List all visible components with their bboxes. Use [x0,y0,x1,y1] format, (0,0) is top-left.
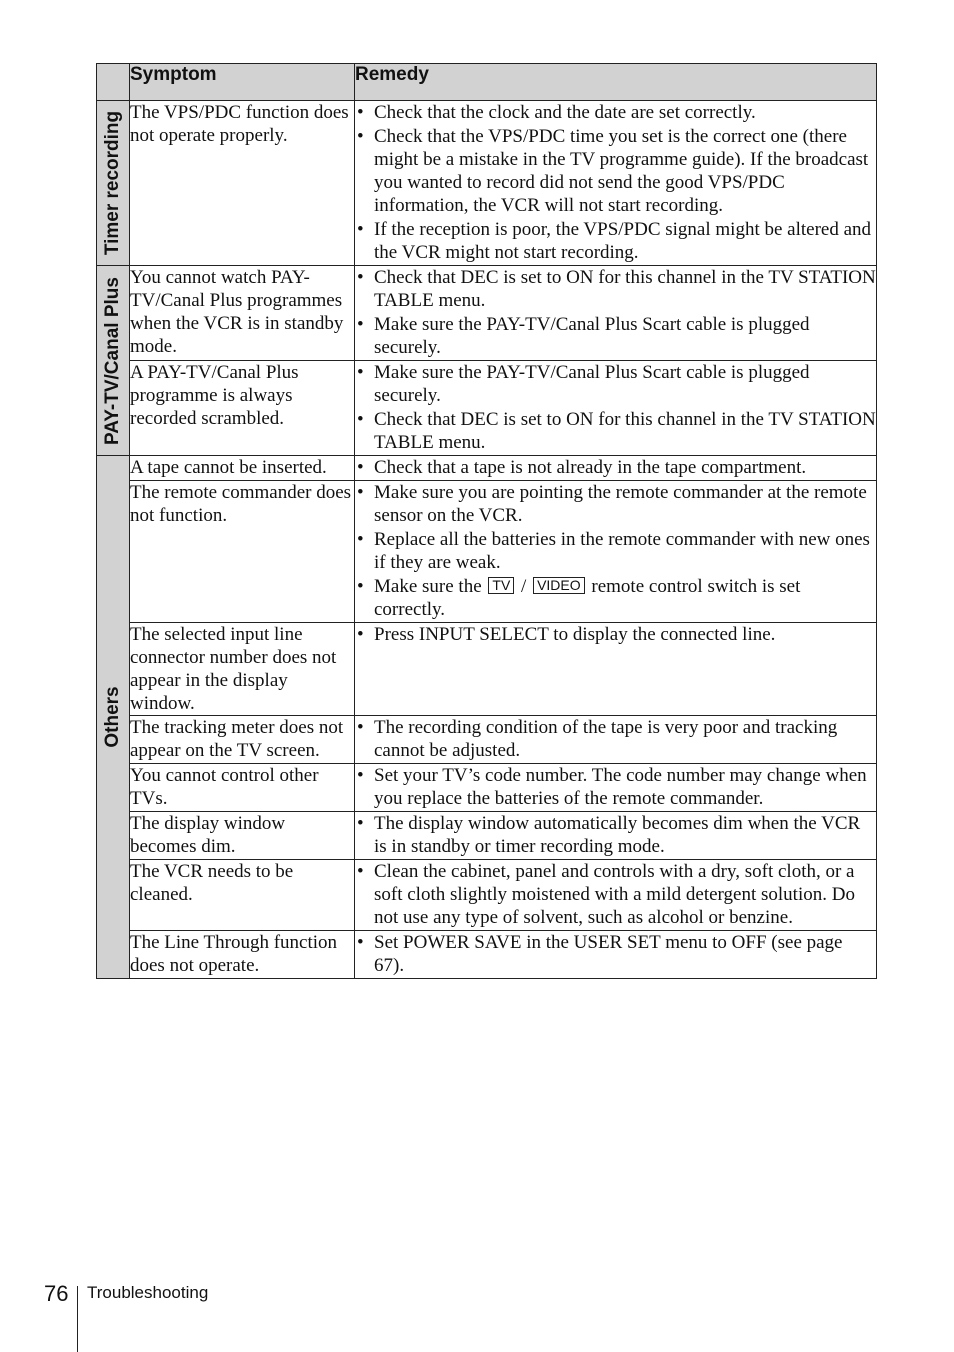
category-cell [97,456,130,979]
symptom-cell: You cannot control other TVs. [130,764,355,812]
symptom-cell: The tracking meter does not appear on the TV screen. [130,716,355,764]
remedy-item [355,361,876,407]
remedy-item [355,528,876,574]
symptom-cell: A tape cannot be inserted. [130,456,355,481]
remedy-text: Check that DEC is set to ON for this channel in the TV STATION TABLE menu. [374,267,876,311]
remedy-text: Check that a tape is not already in the tape compartment. [374,457,807,478]
remedy-list [355,361,876,454]
remedy-cell [355,266,877,361]
remedy-cell [355,361,877,456]
category-label: Others [102,686,123,748]
table-row [97,361,877,456]
bullet-icon: • [357,624,364,645]
remedy-text: Clean the cabinet, panel and controls with a dry, soft cloth, or a soft cloth slightly moistened with a mild detergent solution. Do not use any type of solvent, such as alcohol or benzine. [374,861,855,928]
symptom-cell: A PAY-TV/Canal Plus programme is always recorded scrambled. [130,361,355,456]
bullet-icon: • [357,102,364,123]
remedy-list [355,481,876,621]
header-category-blank [97,64,130,101]
section-title: Troubleshooting [87,1283,209,1302]
bullet-icon: • [357,219,364,240]
symptom-cell: The Line Through function does not operate. [130,931,355,979]
remedy-item [355,408,876,454]
symptom-cell: The selected input line connector number does not appear in the display window. [130,623,355,716]
table-row [97,623,877,716]
remedy-list [355,764,876,810]
remedy-list [355,266,876,359]
remedy-text: Make sure the PAY-TV/Canal Plus Scart cable is plugged securely. [374,314,810,358]
symptom-cell: You cannot watch PAY-TV/Canal Plus programmes when the VCR is in standby mode. [130,266,355,361]
remedy-text: Check that the VPS/PDC time you set is the correct one (there might be a mistake in the TV programme guide). If the broadcast you wanted to record did not send the good VPS/PDC information, the VCR will not start recording. [374,126,869,216]
bullet-icon: • [357,409,364,430]
remedy-cell [355,456,877,481]
remedy-item [355,481,876,527]
remedy-item [355,266,876,312]
remedy-text: If the reception is poor, the VPS/PDC signal might be altered and the VCR might not start recording. [374,219,872,263]
table-row [97,860,877,931]
remedy-list [355,456,876,479]
category-label: PAY-TV/Canal Plus [102,276,123,445]
remedy-text: Check that DEC is set to ON for this channel in the TV STATION TABLE menu. [374,409,876,453]
remedy-cell [355,931,877,979]
bullet-icon: • [357,717,364,738]
remedy-item [355,931,876,977]
remedy-item [355,716,876,762]
symptom-cell: The display window becomes dim. [130,812,355,860]
remedy-cell [355,860,877,931]
symptom-cell: The VCR needs to be cleaned. [130,860,355,931]
remedy-item-switch [355,575,876,621]
bullet-icon: • [357,576,364,597]
table-row [97,101,877,266]
remedy-list [355,623,876,646]
remedy-text: Press INPUT SELECT to display the connected line. [374,624,776,645]
tv-switch-key: TV [488,577,514,594]
table-row [97,481,877,623]
remedy-cell [355,764,877,812]
remedy-text-before: Make sure the [374,576,482,597]
table-body [97,101,877,979]
category-cell [97,266,130,456]
bullet-icon: • [357,813,364,834]
troubleshooting-table [96,63,877,979]
bullet-icon: • [357,765,364,786]
remedy-item [355,764,876,810]
bullet-icon: • [357,314,364,335]
switch-separator: / [521,576,527,597]
symptom-cell: The VPS/PDC function does not operate properly. [130,101,355,266]
category-cell [97,101,130,266]
remedy-item [355,860,876,929]
remedy-text-after: remote control switch is set correctly. [374,576,801,620]
table-row [97,716,877,764]
table-row [97,812,877,860]
remedy-list [355,931,876,977]
bullet-icon: • [357,529,364,550]
remedy-text: Set your TV’s code number. The code number may change when you replace the batteries of the remote commander. [374,765,867,809]
table-row [97,931,877,979]
remedy-text: Make sure the PAY-TV/Canal Plus Scart cable is plugged securely. [374,362,810,406]
remedy-list [355,812,876,858]
video-switch-key: VIDEO [533,577,585,594]
remedy-item [355,101,876,124]
remedy-item [355,313,876,359]
remedy-item [355,125,876,217]
table-header-row [97,64,877,101]
remedy-text: The recording condition of the tape is very poor and tracking cannot be adjusted. [374,717,838,761]
remedy-text: Set POWER SAVE in the USER SET menu to OFF (see page 67). [374,932,843,976]
remedy-text: Check that the clock and the date are set correctly. [374,102,756,123]
category-label: Timer recording [102,110,123,256]
remedy-list [355,860,876,929]
bullet-icon: • [357,457,364,478]
bullet-icon: • [357,861,364,882]
footer-divider [77,1286,78,1352]
remedy-cell [355,812,877,860]
bullet-icon: • [357,362,364,383]
remedy-cell [355,101,877,266]
page-number: 76 [44,1281,69,1306]
remedy-text: Make sure you are pointing the remote commander at the remote sensor on the VCR. [374,482,867,526]
remedy-list [355,716,876,762]
remedy-text: The display window automatically becomes dim when the VCR is in standby or timer recording mode. [374,813,861,857]
header-symptom: Symptom [130,64,355,101]
remedy-text: Replace all the batteries in the remote commander with new ones if they are weak. [374,529,870,573]
remedy-item [355,218,876,264]
bullet-icon: • [357,482,364,503]
remedy-list [355,101,876,264]
table-row [97,266,877,361]
table-row [97,764,877,812]
remedy-item [355,812,876,858]
remedy-cell [355,623,877,716]
remedy-cell [355,481,877,623]
symptom-cell: The remote commander does not function. [130,481,355,623]
remedy-cell [355,716,877,764]
troubleshooting-table-container [96,63,876,979]
bullet-icon: • [357,126,364,147]
bullet-icon: • [357,932,364,953]
table-row [97,456,877,481]
remedy-item [355,456,876,479]
bullet-icon: • [357,267,364,288]
header-remedy: Remedy [355,64,877,101]
remedy-item [355,623,876,646]
